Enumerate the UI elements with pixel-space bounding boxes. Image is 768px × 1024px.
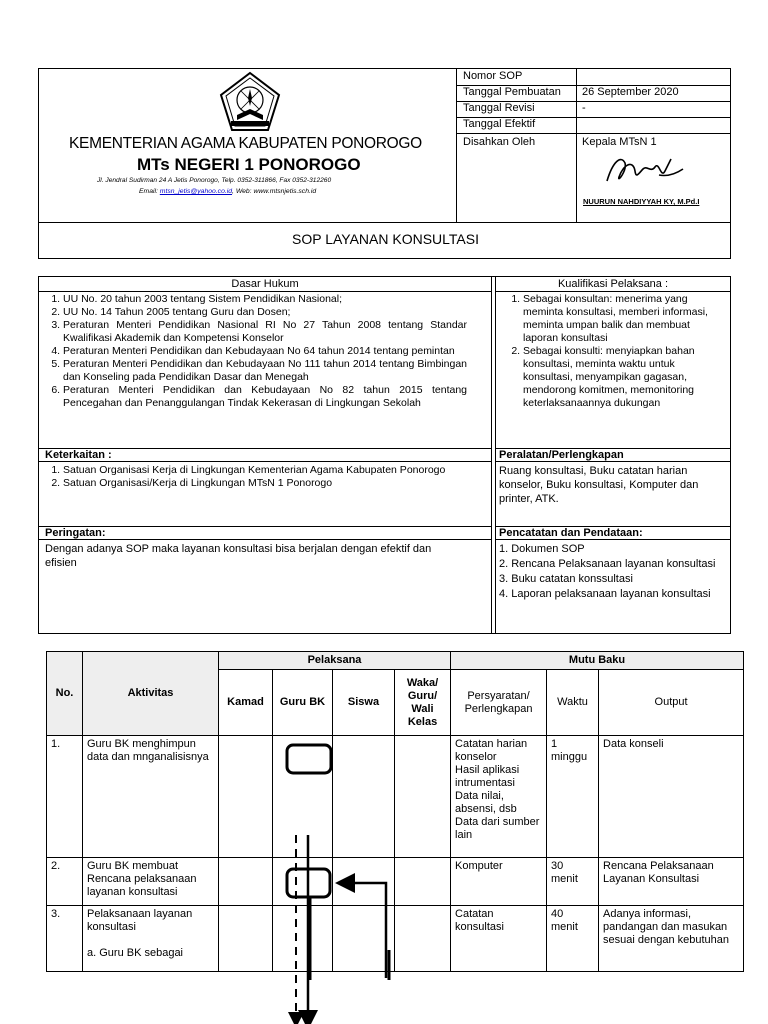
dasar-hukum-item: 3. Peraturan Menteri Pendidikan Nasional RI No 27 Tahun 2008 tentang Standar Kwalifikasi Akademik dan Kompetensi Konselor: [63, 319, 467, 345]
col-siswa: Siswa: [333, 670, 395, 736]
document-header: [38, 68, 731, 259]
col-output: Output: [599, 670, 744, 736]
row-waktu: 30 menit: [547, 858, 599, 906]
row-persyaratan: Komputer: [451, 858, 547, 906]
kualifikasi-item: 1. Sebagai konsultan: menerima yang meminta konsultasi, memberi informasi, meminta umpan balik dan membuat laporan konsultasi: [523, 293, 713, 345]
col-aktivitas: Aktivitas: [83, 652, 219, 736]
dasar-hukum-item: 2. UU No. 14 Tahun 2005 tentang Guru dan Dosen;: [63, 306, 467, 319]
meta-row-revisi: [457, 101, 731, 118]
sop-info-section: [38, 276, 731, 634]
keterkaitan-list: [39, 464, 467, 490]
approver-name: NUURUN NAHDIYYAH KY, M.Pd.I: [583, 197, 700, 206]
dasar-hukum-item: 1. UU No. 20 tahun 2003 tentang Sistem Pendidikan Nasional;: [63, 293, 467, 306]
col-mutu-baku: Mutu Baku: [451, 652, 744, 670]
approval-label: Disahkan Oleh: [463, 136, 536, 148]
row-no: 3.: [47, 906, 83, 972]
peringatan-text: Dengan adanya SOP maka layanan konsultasi bisa berjalan dengan efektif dan efisien: [45, 543, 432, 569]
col-pelaksana: Pelaksana: [219, 652, 451, 670]
row-aktivitas: Guru BK menghimpun data dan mnganalisisnya: [83, 736, 219, 858]
dasar-hukum-item: 4. Peraturan Menteri Pendidikan dan Kebudayaan No 64 tahun 2014 tentang pemintan: [63, 345, 467, 358]
meta-value: 26 September 2020: [582, 86, 679, 98]
school-address: Jl. Jendral Sudirman 24 A Jetis Ponorogo, Telp. 0352-311866, Fax 0352-312260: [97, 177, 332, 184]
approval-divider: [576, 133, 577, 222]
col-persyaratan: Persyaratan/ Perlengkapan: [451, 670, 547, 736]
peralatan-title: Peralatan/Perlengkapan: [499, 449, 624, 461]
peringatan-title: Peringatan:: [45, 527, 106, 539]
pencatatan-item: 2. Rencana Pelaksanaan layanan konsultasi: [499, 558, 716, 570]
peralatan-text: Ruang konsultasi, Buku catatan harian konselor, Buku konsultasi, Komputer dan printer, ATK.: [499, 465, 699, 505]
row-persyaratan: Catatan harian konselor Hasil aplikasi intrumentasi Data nilai, absensi, dsb Data dari sumber lain: [451, 736, 547, 858]
keterkaitan-title: Keterkaitan :: [45, 449, 112, 461]
kualifikasi-list: [499, 293, 713, 410]
signature-icon: [599, 151, 689, 191]
meta-separator: [576, 85, 577, 101]
meta-row-pembuatan: [457, 85, 731, 102]
row-waktu: 40 menit: [547, 906, 599, 972]
school-contact: [139, 188, 316, 195]
meta-separator: [576, 117, 577, 133]
meta-separator: [576, 101, 577, 117]
dasar-hukum-item: 5. Peraturan Menteri Pendidikan dan Kebudayaan No 111 tahun 2014 tentang Bimbingan dan Konseling pada Pendidikan Dasar dan Menegah: [63, 358, 467, 384]
meta-label: Nomor SOP: [463, 70, 523, 82]
info-divider: [491, 277, 492, 633]
table-row: [47, 906, 744, 972]
kemenag-emblem-icon: [217, 71, 283, 133]
sop-title: SOP LAYANAN KONSULTASI: [292, 231, 479, 247]
col-waka: Waka/ Guru/ Wali Kelas: [395, 670, 451, 736]
dasar-hukum-list: [39, 293, 467, 410]
web-text: , Web: www.mtsnjetis.sch.id: [232, 188, 317, 195]
col-no: No.: [47, 652, 83, 736]
row-waktu: 1 minggu: [547, 736, 599, 858]
meta-label: Tanggal Revisi: [463, 102, 535, 114]
dasar-hukum-title: Dasar Hukum: [231, 278, 299, 290]
row-output: Adanya informasi, pandangan dan masukan sesuai dengan kebutuhan: [599, 906, 744, 972]
row-persyaratan: Catatan konsultasi: [451, 906, 547, 972]
approval-position: Kepala MTsN 1: [582, 136, 657, 148]
keterkaitan-item: 1. Satuan Organisasi Kerja di Lingkungan Kementerian Agama Kabupaten Ponorogo: [63, 464, 467, 477]
col-kamad: Kamad: [219, 670, 273, 736]
meta-label: Tanggal Efektif: [463, 118, 536, 130]
row-output: Data konseli: [599, 736, 744, 858]
header-title-divider: [39, 222, 730, 223]
table-row: [47, 736, 744, 858]
pencatatan-item: 4. Laporan pelaksanaan layanan konsultasi: [499, 588, 711, 600]
kualifikasi-title: Kualifikasi Pelaksana :: [557, 278, 669, 290]
email-link[interactable]: mtsn_jetis@yahoo.co.id: [159, 188, 233, 195]
meta-row-nomor: [457, 69, 731, 86]
row-no: 1.: [47, 736, 83, 858]
pencatatan-title: Pencatatan dan Pendataan:: [499, 527, 643, 539]
meta-separator: [576, 69, 577, 85]
meta-row-efektif: [457, 117, 731, 134]
table-row: [47, 858, 744, 906]
pencatatan-list: [499, 542, 727, 602]
pencatatan-item: 1. Dokumen SOP: [499, 543, 585, 555]
row-no: 2.: [47, 858, 83, 906]
meta-value: -: [582, 102, 586, 114]
row-aktivitas: Guru BK membuat Rencana pelaksanaan layanan konsultasi: [83, 858, 219, 906]
row-output: Rencana Pelaksanaan Layanan Konsultasi: [599, 858, 744, 906]
kualifikasi-item: 2. Sebagai konsulti: menyiapkan bahan konsultasi, meminta waktu untuk konsultasi, menyampikan gagasan, mendorong komitmen, memonitoring keterlaksanaannya dukungan: [523, 345, 713, 410]
dasar-hukum-item: 6. Peraturan Menteri Pendidikan dan Kebudayaan No 82 tahun 2015 tentang Pencegahan dan Penanggulangan Tindak Kekerasan di Lingkungan Sekolah: [63, 384, 467, 410]
col-guru-bk: Guru BK: [273, 670, 333, 736]
org-name: KEMENTERIAN AGAMA KABUPATEN PONOROGO: [69, 135, 422, 152]
row-aktivitas: Pelaksanaan layanan konsultasi a. Guru BK sebagai: [83, 906, 219, 972]
meta-label: Tanggal Pembuatan: [463, 86, 561, 98]
procedure-table: [46, 651, 744, 972]
email-label: Email:: [139, 188, 160, 195]
keterkaitan-item: 2. Satuan Organisasi/Kerja di Lingkungan MTsN 1 Ponorogo: [63, 477, 467, 490]
school-name: MTs NEGERI 1 PONOROGO: [137, 155, 361, 174]
info-divider-double: [495, 277, 496, 633]
col-waktu: Waktu: [547, 670, 599, 736]
pencatatan-item: 3. Buku catatan konssultasi: [499, 573, 633, 585]
